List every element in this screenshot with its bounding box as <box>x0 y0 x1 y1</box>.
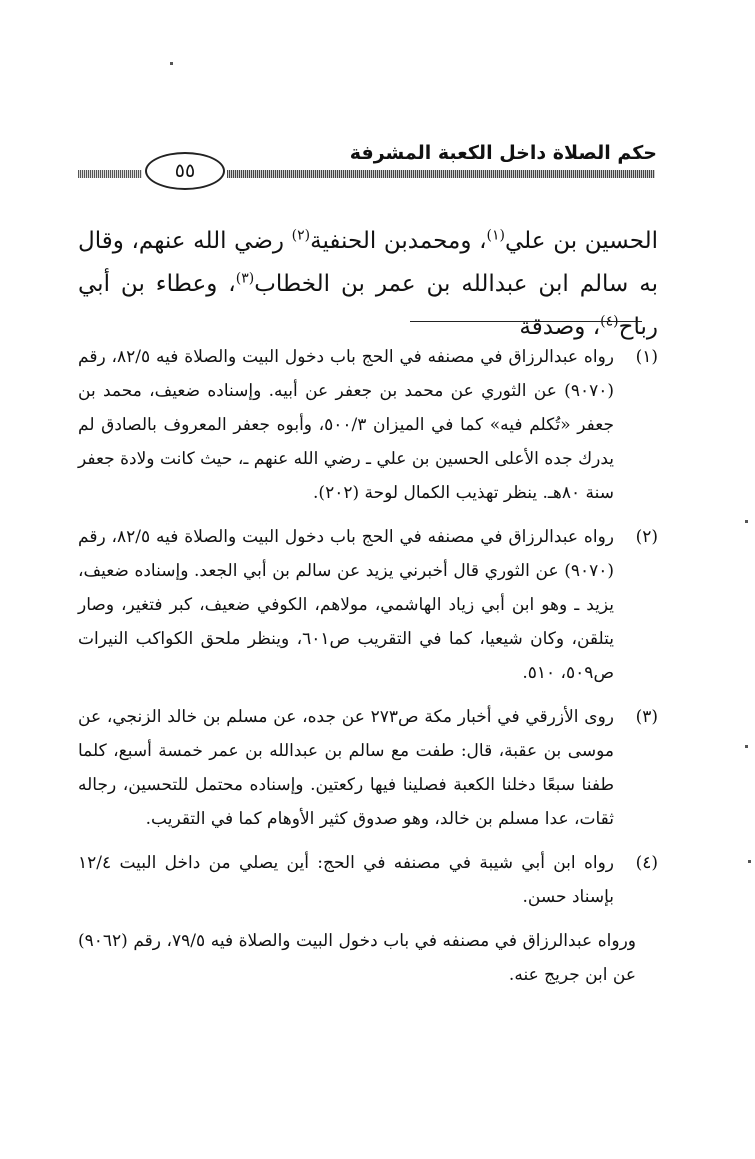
header-rule-right <box>227 170 655 178</box>
footnote-3 <box>78 700 658 836</box>
footnote-text: رواه ابن أبي شيبة في مصنفه في الحج: أين يصلي من داخل البيت ١٢/٤ بإسناد حسن. <box>78 853 614 907</box>
footnote-number: (١) <box>635 347 658 367</box>
footnote-ref-4: (٤) <box>600 313 619 330</box>
footnote-ref-3: (٣) <box>235 270 255 287</box>
footnote-2 <box>78 520 658 690</box>
body-text-5: ، وصدقة <box>519 314 601 340</box>
scan-speck <box>745 745 748 748</box>
main-paragraph <box>78 220 658 349</box>
footnote-4 <box>78 846 658 914</box>
footnote-text: رواه عبدالرزاق في مصنفه في الحج باب دخول البيت والصلاة فيه ٨٢/٥، رقم (٩٠٧٠) عن الثوري عن محمد بن جعفر عن أبيه. وإسناده ضعيف، محمد بن جعفر «تُكلم فيه» كما في الميزان ٥٠٠/٣، وأبوه جعفر المعروف بالصادق لم يدرك جده الأعلى الحسين بن علي ـ رضي الله عنهم ـ، حيث كانت ولادة جعفر سنة ٨٠هـ. ينظر تهذيب الكمال لوحة (٢٠٢). <box>78 347 614 503</box>
header-rule-left <box>78 170 142 178</box>
footnotes <box>78 340 658 992</box>
page-number: ٥٥ <box>145 152 225 190</box>
footnote-continuation: ورواه عبدالرزاق في مصنفه في باب دخول البيت والصلاة فيه ٧٩/٥، رقم (٩٠٦٢) عن ابن جريج عنه. <box>78 931 636 985</box>
footnote-ref-1: (١) <box>486 227 506 244</box>
footnote-text: روى الأزرقي في أخبار مكة ص٢٧٣ عن جده، عن مسلم بن خالد الزنجي، عن موسى بن عقبة، قال: طفت مع سالم بن عبدالله بن عمر خمسة أسبع، كلما طفنا سبعًا دخلنا الكعبة فصلينا فيها ركعتين. وإسناده محتمل للتحسين، رجاله ثقات، عدا مسلم بن خالد، وهو صدوق كثير الأوهام كما في التقريب. <box>78 707 614 829</box>
footnote-text: رواه عبدالرزاق في مصنفه في الحج باب دخول البيت والصلاة فيه ٨٢/٥، رقم (٩٠٧٠) عن الثوري قال أخبرني يزيد عن سالم بن أبي الجعد. وإسناده ضعيف، يزيد ـ وهو ابن أبي زياد الهاشمي، مولاهم، الكوفي ضعيف، كبر فتغير، وصار يتلقن، وكان شيعيا، كما في التقريب ص٦٠١، وينظر ملحق الكواكب النيرات ص٥٠٩، ٥١٠. <box>78 527 614 683</box>
footnote-number: (٣) <box>635 707 658 727</box>
body-text-1: الحسين بن علي <box>505 228 658 254</box>
footnote-separator <box>410 321 642 322</box>
footnote-number: (٢) <box>635 527 658 547</box>
body-text-2: ، ومحمدبن الحنفية <box>310 228 487 254</box>
body-text-4: ، وعطاء بن أبي رباح <box>78 271 658 340</box>
footnote-ref-2: (٢) <box>291 227 311 244</box>
scan-speck <box>748 860 751 863</box>
footnote-1 <box>78 340 658 510</box>
scan-speck <box>745 520 748 523</box>
scan-speck <box>170 62 173 65</box>
running-title: حكم الصلاة داخل الكعبة المشرفة <box>349 142 657 164</box>
body-text-3: رضي الله عنهم، وقال به سالم ابن عبدالله بن عمر بن الخطاب <box>78 228 659 297</box>
footnote-number: (٤) <box>635 853 658 873</box>
